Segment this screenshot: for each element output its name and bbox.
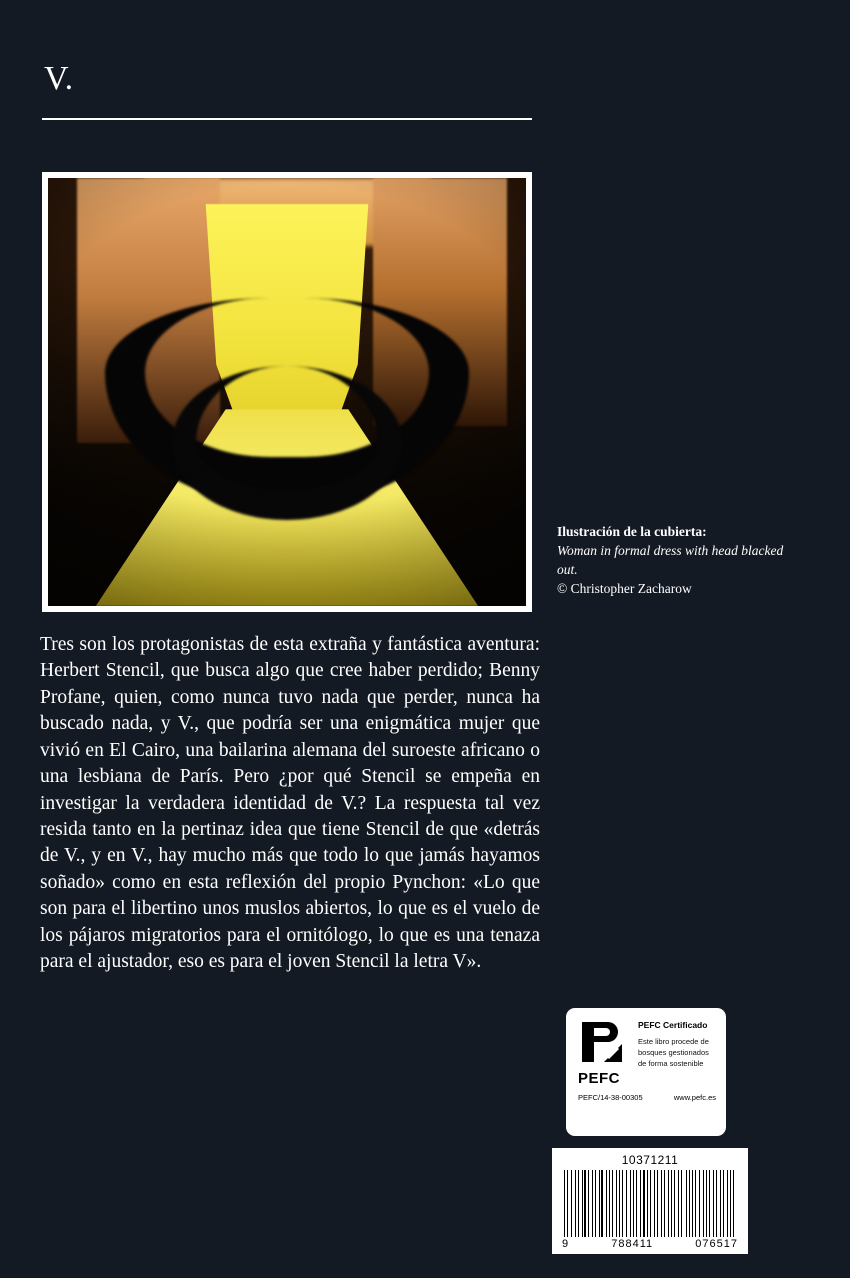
- barcode-bar: [730, 1170, 731, 1237]
- barcode-bar: [595, 1170, 596, 1237]
- barcode-bar: [661, 1170, 662, 1237]
- barcode-bar: [669, 1170, 670, 1237]
- illustration-credit: [557, 522, 807, 599]
- credit-work-title: Woman in formal dress with head blacked out.: [557, 543, 784, 578]
- barcode-digit-group-1: 788411: [611, 1238, 654, 1250]
- barcode-bar: [689, 1170, 690, 1237]
- barcode-bar: [657, 1170, 658, 1237]
- barcode-bar: [716, 1170, 717, 1237]
- title-block: [42, 62, 532, 120]
- page-title: V.: [44, 60, 74, 97]
- barcode-digit-group-2: 076517: [695, 1238, 738, 1250]
- barcode-bar: [614, 1170, 615, 1237]
- barcode-bar: [650, 1170, 651, 1237]
- cover-illustration-image: [48, 178, 526, 606]
- pefc-website: www.pefc.es: [673, 1093, 716, 1102]
- title-divider: [42, 118, 532, 120]
- cover-illustration-frame: [42, 172, 532, 612]
- barcode-bar: [721, 1170, 722, 1237]
- barcode-bar: [666, 1170, 667, 1237]
- barcode-bar: [584, 1170, 585, 1237]
- pefc-badge: [566, 1008, 726, 1136]
- barcode-bar: [733, 1170, 734, 1237]
- blurb-text: Tres son los protagonistas de esta extraña y fantástica aventura: Herbert Stencil, que busca algo que cree haber perdido; Benny Profane, quien, como nunca tuvo nada que perder, nunca ha buscado nada, y V., que podría ser una enigmática mujer que vivió en El Cairo, una bailarina alemana del suroeste africano o una lesbiana de París. Pero ¿por qué Stencil se empeña en investigar la verdadera identidad de V.? La respuesta tal vez resida tanto en la pertinaz idea que tiene Stencil de que «detrás de V., y en V., hay mucho más que todo lo que jamás hayamos soñado» como en esta reflexión del propio Pynchon: «Lo que son para el libertino unos muslos abiertos, lo que es el vuelo de los pájaros migratorios para el ornitólogo, lo que es una tenaza para el ajustador, eso es para el joven Stencil la letra V».: [40, 634, 540, 973]
- barcode-bar: [590, 1170, 591, 1237]
- barcode-bar: [578, 1170, 579, 1237]
- barcode-bar: [643, 1170, 644, 1237]
- barcode-bar: [679, 1170, 680, 1237]
- pefc-tree-icon: [578, 1018, 626, 1066]
- barcode-bar: [569, 1170, 570, 1237]
- barcode-bar: [709, 1170, 710, 1237]
- barcode-bar: [628, 1170, 629, 1237]
- barcode-bar: [725, 1170, 726, 1237]
- barcode-digit-first: 9: [562, 1238, 570, 1250]
- barcode-bar: [572, 1170, 573, 1237]
- barcode-bar: [674, 1170, 675, 1237]
- barcode-bar: [622, 1170, 623, 1237]
- barcode-bar: [683, 1170, 684, 1237]
- barcode-bar: [564, 1170, 565, 1237]
- credit-copyright: © Christopher Zacharow: [557, 581, 692, 597]
- barcode-bar: [624, 1170, 625, 1237]
- barcode-bar: [641, 1170, 642, 1237]
- barcode-bar: [633, 1170, 634, 1237]
- barcode: [552, 1148, 748, 1254]
- barcode-bar: [697, 1170, 698, 1237]
- pefc-certified-label: PEFC Certificado: [638, 1020, 708, 1030]
- pefc-logo: [578, 1018, 630, 1087]
- barcode-bar: [593, 1170, 594, 1237]
- barcode-bar: [652, 1170, 653, 1237]
- illustration-vignette: [48, 178, 526, 606]
- barcode-bar: [714, 1170, 715, 1237]
- barcode-bar: [735, 1170, 736, 1237]
- barcode-bars: [560, 1170, 740, 1237]
- barcode-bar: [580, 1170, 581, 1237]
- barcode-bar: [706, 1170, 707, 1237]
- barcode-bar: [601, 1170, 602, 1237]
- barcode-bar: [618, 1170, 619, 1237]
- pefc-code: PEFC/14-38-00305: [578, 1093, 643, 1102]
- credit-heading: Ilustración de la cubierta:: [557, 524, 707, 539]
- barcode-top-number: 10371211: [621, 1153, 679, 1167]
- barcode-bar: [609, 1170, 610, 1237]
- barcode-bar: [636, 1170, 637, 1237]
- pefc-wordmark: PEFC: [578, 1070, 621, 1087]
- barcode-bar: [701, 1170, 702, 1237]
- pefc-description: Este libro procede de bosques gestionados de forma sostenible: [638, 1037, 709, 1068]
- barcode-bar: [681, 1170, 682, 1237]
- barcode-digits: [560, 1237, 740, 1250]
- barcode-bar: [604, 1170, 605, 1237]
- barcode-bar: [695, 1170, 696, 1237]
